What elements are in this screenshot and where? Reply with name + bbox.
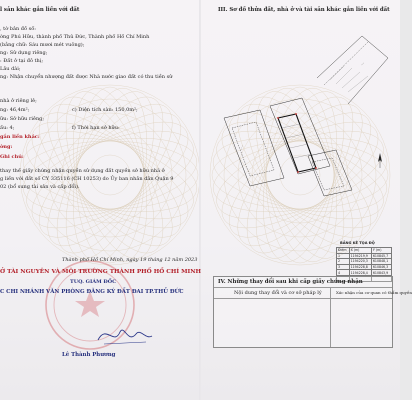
- land-line: ờng Phú Hữu, thành phố Thủ Đức, Thành phố Hồ Chí Minh: [0, 34, 150, 40]
- table-cell: 4: [337, 270, 350, 276]
- table-cell: 1194219,9: [349, 253, 371, 259]
- other-assets-label: gắn liền khác:: [0, 134, 40, 140]
- house-ownership-term: f) Thời hạn sở hữu:: [72, 125, 120, 131]
- signature-branch: C CHI NHÁNH VĂN PHÒNG ĐĂNG KÝ ĐẤT ĐAI TP.THỦ ĐỨC: [0, 289, 184, 295]
- house-type: nhà ở riêng lẻ;: [0, 98, 37, 104]
- land-line: , tờ bản đồ số:: [0, 26, 36, 32]
- signature-department: Ở TÀI NGUYÊN VÀ MÔI TRƯỜNG THÀNH PHỐ HỒ CHÍ MINH: [0, 269, 201, 275]
- house-floor-area: ng: 46,4m²;: [0, 107, 30, 113]
- svg-text:····: ····: [359, 61, 366, 67]
- land-line: ng: Nhận chuyển nhượng đất được Nhà nước giao đất có thu tiền sử: [0, 74, 173, 80]
- table-cell: 1194228,8: [349, 264, 371, 270]
- left-page-header: l sản khác gắn liền với đất: [0, 7, 80, 13]
- table-cell: 1: [337, 253, 350, 259]
- signer-name: Lê Thành Phương: [62, 352, 116, 358]
- land-line: (bằng chữ: Sáu mươi mét vuông);: [0, 42, 85, 48]
- table-cell: 610846,3: [371, 264, 391, 270]
- rosette-petal: [21, 92, 200, 257]
- rosette-ring: [90, 155, 130, 195]
- table-cell: 3: [337, 264, 350, 270]
- note-line: 02 (bổ sung tài sản và cấp đổi).: [0, 184, 80, 190]
- table-cell: 1194228,4: [349, 270, 371, 276]
- house-total-area: c) Diện tích sàn: 150,0m²;: [72, 107, 138, 113]
- rosette-petal: [76, 87, 144, 263]
- forest-label: ờng:: [0, 144, 13, 150]
- table-cell: 2: [337, 259, 350, 265]
- house-ownership: ữu: Sở hữu riêng;: [0, 116, 45, 122]
- rosette-petal: [22, 141, 198, 209]
- coordinate-table-title: BẢNG KÊ TỌA ĐỘ: [340, 241, 375, 245]
- rosette-petal: [17, 102, 203, 249]
- rosette-ring: [62, 127, 158, 223]
- note-line: g liền với đất số CY 335116 (CH 10253) do Ủy ban nhân dân Quận 9: [0, 176, 174, 182]
- house-levels: ấu: 4;: [0, 125, 15, 131]
- signature-place-date: Thành phố Hồ Chí Minh, ngày 19 tháng 12 năm 2023: [62, 257, 198, 263]
- table-header: Y (m): [371, 248, 391, 254]
- rosette-ring: [76, 141, 144, 209]
- page-fold: [199, 0, 201, 400]
- notes-label: Ghi chú:: [0, 154, 24, 160]
- land-line: Lâu dài;: [0, 66, 21, 72]
- section4-confirm-header: Xác nhận của cơ quan có thẩm quyền: [336, 290, 412, 295]
- section4-content-header: Nội dung thay đổi và cơ sở pháp lý: [234, 290, 322, 296]
- signature-tuq: TUQ. GIÁM ĐỐC: [70, 279, 117, 285]
- handwritten-signature: [28, 318, 188, 354]
- land-line: ng: Sử dụng riêng;: [0, 50, 48, 56]
- rosette-petal: [16, 113, 205, 237]
- section4-title: IV. Những thay đổi sau khi cấp giấy chứng nhận: [218, 279, 363, 285]
- section4-changes-box: [213, 276, 412, 348]
- svg-text:·····: ·····: [239, 144, 245, 151]
- rosette-petal: [16, 113, 205, 237]
- section3-title: III. Sơ đồ thửa đất, nhà ở và tài sản khác gắn liền với đất: [218, 7, 390, 13]
- land-line: : Đất ở tại đô thị;: [0, 58, 44, 64]
- table-cell: 610848,1: [371, 259, 391, 265]
- rosette-petal: [21, 92, 200, 257]
- rosette-petal: [17, 102, 203, 249]
- note-line: thay thế giấy chứng nhận quyền sử dụng đất quyền sở hữu nhà ở: [0, 168, 165, 174]
- table-cell: 1194220,3: [349, 259, 371, 265]
- rosette-ring: [48, 113, 172, 237]
- land-plot-diagram: [212, 18, 392, 228]
- table-cell: 610845,7: [371, 253, 391, 259]
- table-cell: 610843,9: [371, 270, 391, 276]
- table-header: X (m): [349, 248, 371, 254]
- table-header: Điểm: [337, 248, 350, 254]
- rosette-ring: [34, 99, 186, 251]
